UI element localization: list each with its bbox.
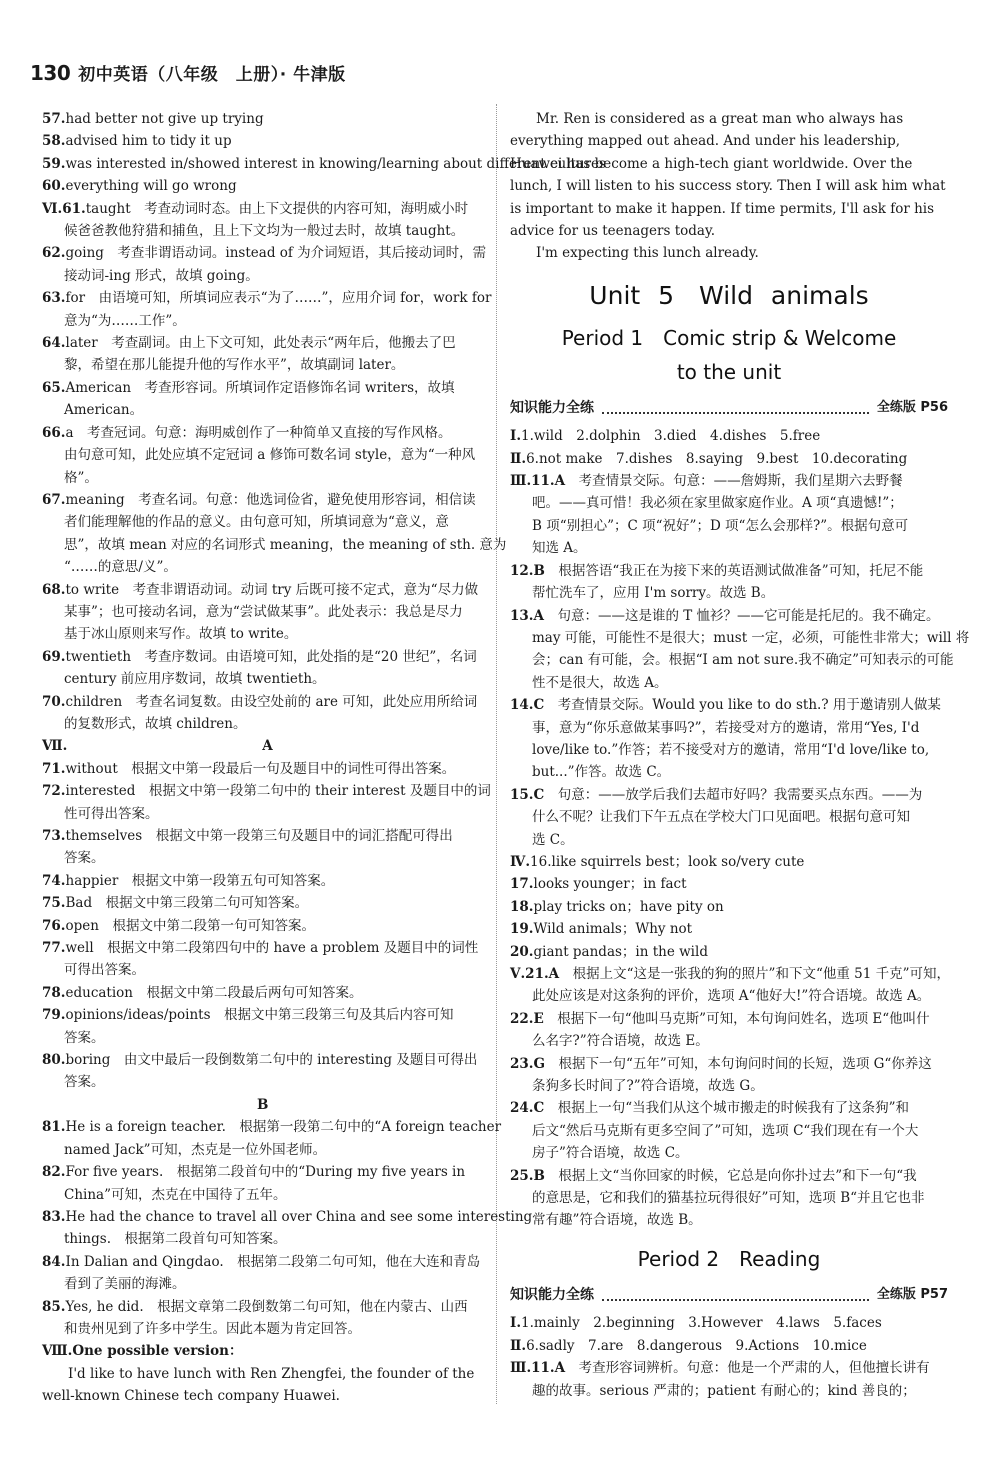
answer-line: [510, 515, 948, 537]
answer-text: 此处应该是对这条狗的评价，选项 A“他好大!”符合语境。故选 A。: [532, 988, 931, 1005]
answer-text: everything will go wrong: [65, 178, 237, 195]
answer-number: 73.: [42, 828, 66, 844]
answer-line: [510, 1075, 948, 1097]
answer-line: [42, 668, 482, 690]
answer-line: [42, 601, 482, 623]
answer-line: [42, 892, 482, 914]
period-2-answer-list: [510, 1312, 948, 1402]
answer-line: [510, 1380, 948, 1402]
answer-line: [42, 242, 487, 264]
answer-text: 答案。: [64, 1029, 105, 1046]
answer-number: Ⅷ.: [42, 1343, 73, 1360]
answer-line: [42, 175, 482, 197]
answer-line: [510, 873, 948, 895]
answer-line: [510, 694, 948, 716]
answer-line: [42, 825, 482, 847]
answer-line: [42, 332, 482, 354]
answer-number: 75.: [42, 895, 66, 912]
unit-title: Unit 5 Wild animals: [589, 280, 869, 310]
answer-line: [42, 1071, 482, 1093]
answer-text: 根据上一句“当我们从这个城市搬走的时候我有了这条狗”和: [544, 1100, 910, 1117]
book-title: 初中英语（八年级 上册）· 牛津版: [78, 65, 346, 85]
answer-line: [42, 1251, 482, 1273]
answer-text: interested 根据文中第一段第二句中的 their interest 及题目中的词: [65, 783, 491, 800]
period-1-title-line-1: Period 1 Comic strip & Welcome: [561, 325, 897, 350]
answer-line: [510, 1165, 948, 1187]
answer-line: [42, 1049, 482, 1071]
answer-line: [42, 847, 482, 869]
answer-line: [42, 556, 482, 578]
answer-number: Ⅳ.: [510, 853, 531, 870]
answer-line: [42, 1228, 482, 1250]
answer-text: 根据答语“我正在为接下来的英语测试做准备”可知，托尼不能: [544, 562, 924, 579]
answer-text: 意为“为……工作”。: [64, 312, 186, 329]
period-2-title: Period 2 Reading: [637, 1246, 821, 1271]
answer-line: [42, 287, 492, 309]
answer-text: 事，意为“你乐意做某事吗?”，若接受对方的邀请，常用“Yes, I'd: [532, 719, 920, 736]
answer-line: [42, 623, 482, 645]
answer-number: 76.: [42, 917, 66, 934]
answer-line: [510, 1357, 948, 1379]
answer-number: 65.: [42, 379, 66, 396]
answer-text: 答案。: [64, 850, 105, 867]
answer-number: 60.: [42, 178, 66, 195]
answer-number: Ⅵ.61.: [42, 200, 86, 217]
period-1-title-line-2: to the unit: [676, 359, 782, 384]
answer-text: 句意：——这是谁的 T 恤衫？——它可能是托尼的。我不确定。: [543, 607, 940, 624]
answer-text: may 可能，可能性不是很大；must 一定，必须，可能性非常大；will 将: [532, 629, 970, 646]
answer-text: 根据上文“当你回家的时候，它总是向你扑过去”和下一句“我: [544, 1167, 917, 1184]
answer-text: Wild animals；Why not: [533, 921, 693, 938]
answer-text: 可得出答案。: [64, 962, 145, 979]
answer-line: [42, 377, 482, 399]
answer-number: 18.: [510, 898, 534, 915]
answer-number: 72.: [42, 783, 66, 800]
answer-line: [510, 784, 948, 806]
answer-number: Ⅲ.11.A: [510, 1360, 566, 1377]
answer-text: later 考查副词。由上下文可知，此处表示“两年后，他搬去了巴: [65, 335, 456, 352]
answer-text: Bad 根据文中第三段第二句可知答案。: [65, 895, 309, 912]
answer-line: [42, 1027, 482, 1049]
answer-line: [42, 803, 482, 825]
answer-line: [510, 1120, 948, 1142]
section-page-ref: 全练版 P57: [876, 1286, 948, 1302]
answer-line: [42, 534, 507, 556]
answer-text: 么名字?”符合语境，故选 E。: [532, 1033, 709, 1050]
answer-line: [42, 959, 482, 981]
essay-paragraph-3: I'm expecting this lunch already.: [536, 245, 759, 262]
answer-text: without 根据文中第一段最后一句及题目中的词性可得出答案。: [65, 760, 456, 777]
section-label: 知识能力全练: [510, 399, 594, 416]
answer-line: [42, 220, 482, 242]
answer-line: [42, 265, 482, 287]
answer-line: [510, 425, 948, 447]
answer-text: 答案。: [64, 1074, 105, 1091]
answer-line: [510, 672, 948, 694]
section-label: 知识能力全练: [510, 1286, 594, 1303]
answer-line: [510, 1030, 948, 1052]
answer-text: opinions/ideas/points 根据文中第三段第三句及其后内容可知: [65, 1007, 454, 1024]
answer-line: [510, 1209, 948, 1231]
answer-text: 根据下一句“五年”可知，本句询问时间的长短，选项 G“你养这: [545, 1055, 932, 1072]
essay-paragraph-1: I'd like to have lunch with Ren Zhengfei, the founder of the well-known Chinese tech company Huawei.: [42, 1365, 475, 1405]
answer-text: “……的意思/义”。: [64, 559, 177, 576]
answer-line: [42, 1206, 533, 1228]
answer-line: [510, 605, 948, 627]
answer-text: 根据上文“这是一张我的狗的照片”和下文“他重 51 千克”可知，: [559, 966, 951, 982]
answer-line: [42, 646, 482, 668]
answer-line: [510, 448, 948, 470]
answer-text: 什么不呢？让我们下午五点在学校大门口见面吧。根据句意可知: [532, 809, 910, 826]
leader-dots: [602, 1290, 869, 1301]
answer-line: [510, 1335, 948, 1357]
answer-number: 79.: [42, 1007, 66, 1024]
section-page-ref: 全练版 P56: [876, 399, 948, 415]
right-column: [510, 108, 970, 1402]
answer-line: [510, 582, 948, 604]
answer-line: [42, 310, 482, 332]
answer-line: [510, 806, 948, 828]
answer-text: love/like to.”作答；若不接受对方的邀请，常用“I'd love/like to,: [532, 741, 930, 758]
answer-number: 82.: [42, 1164, 66, 1181]
answer-line: [42, 198, 482, 220]
answer-line: [42, 1004, 482, 1026]
essay-paragraph-2: Mr. Ren is considered as a great man who always has everything mapped out ahead. And under his leadership, Huawei has become a high-tech giant worldwide. Over the lunch, I will listen to his success story. Then I will ask him what is important to make it happen. If time permits, I'll ask for his advice for us teenagers today.: [510, 111, 946, 240]
answer-line: [42, 1139, 482, 1161]
answer-number: 64.: [42, 335, 66, 352]
answer-text: 看到了美丽的海滩。: [64, 1276, 186, 1293]
answer-number: 78.: [42, 984, 66, 1001]
answer-text: looks younger；in fact: [533, 876, 687, 893]
answer-number: 69.: [42, 648, 66, 665]
answer-text: 16.like squirrels best；look so/very cute: [530, 853, 805, 870]
answer-line: [42, 1296, 482, 1318]
answer-number: 74.: [42, 872, 66, 889]
answer-text: 6.sadly 7.are 8.dangerous 9.Actions 10.mice: [526, 1337, 867, 1354]
answer-number: 83.: [42, 1208, 66, 1225]
answer-line: [510, 470, 948, 492]
answer-text: 根据下一句“他叫马克斯”可知，本句询问姓名，选项 E“他叫什: [543, 1010, 930, 1027]
answer-text: 格”。: [64, 469, 98, 486]
answer-line: [42, 758, 482, 780]
answer-number: 71.: [42, 760, 66, 777]
answer-line: [42, 870, 482, 892]
answer-number: 23.G: [510, 1055, 546, 1072]
answer-text: to write 考查非谓语动词。动词 try 后既可接不定式，意为“尽力做: [65, 581, 479, 598]
answer-text: In Dalian and Qingdao. 根据第二段第二句可知，他在大连和青岛: [65, 1253, 481, 1270]
answer-number: 17.: [510, 876, 534, 893]
answer-number: 19.: [510, 921, 534, 938]
answer-line: [42, 1273, 482, 1295]
answer-text: 句意：——放学后我们去超市好吗？我需要买点东西。——为: [544, 786, 923, 803]
answer-line: [510, 761, 948, 783]
subsection-letter: B: [257, 1096, 269, 1113]
answer-text: twentieth 考查序数词。由语境可知，此处指的是“20 世纪”，名词: [65, 648, 477, 665]
answer-text: Yes, he did. 根据文章第二段倒数第二句可知，他在内蒙古、山西: [65, 1298, 468, 1315]
answer-text: 6.not make 7.dishes 8.saying 9.best 10.decorating: [526, 450, 908, 467]
answer-number: 15.C: [510, 786, 545, 803]
answer-text: 1.mainly 2.beginning 3.However 4.laws 5.faces: [521, 1315, 882, 1332]
answer-number: 80.: [42, 1052, 66, 1069]
answer-number: 13.A: [510, 607, 544, 624]
answer-text: 选 C。: [532, 831, 574, 848]
answer-line: [42, 937, 482, 959]
answer-text: 帮忙洗车了，应用 I'm sorry。故选 B。: [532, 585, 775, 602]
answer-text: 会；can 有可能，会。根据“I am not sure.我不确定”可知表示的可能: [532, 652, 954, 669]
answer-text: 某事”；也可接动名词，意为“尝试做某事”。此处表示：我总是尽力: [64, 603, 463, 620]
answer-line: [42, 691, 482, 713]
answer-text: American 考查形容词。所填词作定语修饰名词 writers，故填: [65, 379, 455, 396]
answer-text: 房子”符合语境，故选 C。: [532, 1145, 689, 1162]
answer-text: 性可得出答案。: [64, 805, 159, 822]
section-head-2: [510, 1284, 948, 1306]
answer-number: 59.: [42, 155, 66, 172]
answer-line: [510, 963, 951, 985]
answer-text: century 前应用序数词，故填 twentieth。: [64, 671, 326, 688]
answer-text: well 根据文中第二段第四句中的 have a problem 及题目中的词性: [65, 940, 479, 957]
answer-number: 66.: [42, 424, 66, 441]
answer-line: [510, 717, 948, 739]
answer-number: 63.: [42, 290, 66, 307]
answer-line: [42, 1184, 482, 1206]
answer-text: B 项“别担心”；C 项“祝好”；D 项“怎么会那样?”。根据句意可: [532, 517, 909, 534]
page-number: 130: [30, 61, 71, 85]
answer-line: [42, 467, 482, 489]
answer-line: [42, 713, 482, 735]
answer-line: [510, 985, 948, 1007]
answer-text: 吧。——真可惜！我必须在家里做家庭作业。A 项“真遗憾!”；: [532, 495, 903, 512]
answer-number: 62.: [42, 245, 66, 262]
answer-line: [42, 422, 482, 444]
answer-number: 84.: [42, 1253, 66, 1270]
answer-line: [42, 579, 482, 601]
answer-text: 常有趣”符合语境，故选 B。: [532, 1212, 702, 1229]
answer-text: He had the chance to travel all over China and see some interesting: [65, 1208, 533, 1225]
answer-line: [510, 627, 970, 649]
answer-line: [42, 130, 482, 152]
answer-text: 考查情景交际。句意：——詹姆斯，我们星期六去野餐: [565, 473, 903, 490]
answer-number: 14.C: [510, 697, 545, 714]
leader-dots: [602, 403, 869, 414]
answer-line: [42, 399, 482, 421]
answer-text: 考查形容词辨析。句意：他是一个严肃的人，但他擅长讲有: [565, 1360, 930, 1377]
answer-number: 24.C: [510, 1100, 545, 1117]
answer-number: 77.: [42, 940, 66, 957]
answer-line: [42, 1161, 482, 1183]
answer-line: [42, 982, 482, 1004]
answer-line: [510, 492, 948, 514]
answer-text: 者们能理解他的作品的意义。由句意可知，所填词意为“意义，意: [64, 514, 449, 531]
answer-line: [42, 354, 482, 376]
answer-text: had better not give up trying: [65, 111, 264, 127]
answer-line: [510, 1053, 948, 1075]
answer-number: 22.E: [510, 1010, 544, 1027]
answer-line: [510, 560, 948, 582]
answer-text: 由句意可知，此处应填不定冠词 a 修饰可数名词 style，意为“一种风: [64, 447, 476, 464]
answer-text: but...”作答。故选 C。: [532, 764, 671, 781]
answer-text: education 根据文中第二段最后两句可知答案。: [65, 984, 363, 1001]
answer-line: [42, 511, 482, 533]
answer-number: Ⅴ.21.A: [510, 966, 560, 982]
answer-text: 接动词-ing 形式，故填 going。: [64, 267, 259, 284]
answer-line: [42, 108, 482, 130]
answer-line: [510, 1008, 948, 1030]
answer-line: [510, 1187, 948, 1209]
answer-line: [510, 739, 948, 761]
answer-text: play tricks on；have pity on: [533, 898, 724, 915]
answer-text: advised him to tidy it up: [65, 133, 232, 150]
answer-number: 68.: [42, 581, 66, 598]
answer-text: giant pandas；in the wild: [533, 943, 708, 960]
answer-text: boring 由文中最后一段倒数第二句中的 interesting 及题目可得出: [65, 1052, 478, 1069]
answer-text: For five years. 根据第二段首句中的“During my five years in: [65, 1164, 466, 1181]
answer-text: He is a foreign teacher. 根据第一段第二句中的“A foreign teacher: [65, 1119, 502, 1136]
answer-number: Ⅰ.: [510, 428, 522, 445]
answer-text: 思”，故填 mean 对应的名词形式 meaning，the meaning of sth. 意为: [64, 536, 507, 553]
answer-line: [510, 829, 948, 851]
answer-line: [42, 489, 482, 511]
answer-text: taught 考查动词时态。由上下文提供的内容可知，海明威小时: [85, 200, 469, 217]
answer-text: 趣的故事。serious 严肃的；patient 有耐心的；kind 善良的；: [532, 1382, 916, 1399]
answer-text: One possible version：: [72, 1343, 243, 1360]
answer-text: things. 根据第二段首句可知答案。: [64, 1231, 287, 1248]
answer-line: [42, 1318, 482, 1340]
answer-number: 25.B: [510, 1167, 545, 1184]
answer-number: Ⅱ.: [510, 450, 527, 467]
answer-number: 12.B: [510, 562, 545, 579]
answer-text: 的复数形式，故填 children。: [64, 715, 247, 732]
answer-text: 条狗多长时间了?”符合语境，故选 G。: [532, 1078, 764, 1095]
answer-text: 候爸爸教他狩猎和捕鱼，且上下文均为一般过去时，故填 taught。: [64, 223, 465, 240]
answer-line: [510, 918, 948, 940]
answer-text: 和贵州见到了许多中学生。因此本题为肯定回答。: [64, 1320, 361, 1337]
answer-number: 67.: [42, 491, 66, 508]
answer-number: Ⅲ.11.A: [510, 473, 566, 490]
answer-text: going 考查非谓语动词。instead of 为介词短语，其后接动词时，需: [65, 245, 487, 262]
period-1-answer-list: [510, 425, 970, 1232]
answer-number: Ⅶ.: [42, 738, 68, 755]
answer-number: 58.: [42, 133, 66, 150]
answer-number: 85.: [42, 1298, 66, 1315]
answer-line: [42, 1094, 482, 1116]
answer-text: 的意思是，它和我们的猫基拉玩得很好”可知，选项 B“并且它也非: [532, 1190, 925, 1207]
answer-line: [42, 735, 482, 757]
answer-line: [42, 444, 482, 466]
answer-text: 考查情景交际。Would you like to do sth.? 用于邀请别人做某: [544, 697, 941, 714]
answer-number: 70.: [42, 693, 66, 710]
subsection-letter: A: [262, 738, 273, 755]
answer-text: 1.wild 2.dolphin 3.died 4.dishes 5.free: [521, 428, 821, 445]
answer-text: China”可知，杰克在中国待了五年。: [64, 1186, 287, 1203]
answer-text: children 考查名词复数。由设空处前的 are 可知，此处应用所给词: [65, 693, 478, 710]
answer-text: for 由语境可知，所填词应表示“为了……”，应用介词 for，work for: [65, 290, 492, 307]
answer-line: [510, 1312, 948, 1334]
answer-text: 基于冰山原则来写作。故填 to write。: [64, 626, 298, 643]
answer-text: named Jack”可知，杰克是一位外国老师。: [64, 1141, 327, 1158]
page-header: [30, 62, 346, 92]
answer-text: 性不是很大，故选 A。: [532, 674, 668, 691]
section-head-1: [510, 397, 948, 419]
answer-text: open 根据文中第二段第一句可知答案。: [65, 917, 315, 934]
answer-line: [510, 1142, 948, 1164]
answer-line: [510, 1097, 948, 1119]
answer-line: [42, 1340, 482, 1362]
answer-text: happier 根据文中第一段第五句可知答案。: [65, 872, 335, 889]
answer-line: [510, 851, 948, 873]
answer-line: [510, 941, 948, 963]
answer-text: American。: [64, 402, 144, 419]
answer-text: meaning 考查名词。句意：他选词俭省，避免使用形容词，相信读: [65, 491, 476, 508]
answer-text: 黎，希望在那儿能提升他的写作水平”，故填副词 later。: [64, 357, 405, 374]
answer-line: [510, 649, 954, 671]
answer-text: was interested in/showed interest in knowing/learning about different cultures: [65, 155, 606, 172]
answer-line: [42, 915, 482, 937]
answer-line: [42, 780, 491, 802]
answer-line: [510, 537, 948, 559]
answer-number: Ⅰ.: [510, 1315, 522, 1332]
answer-line: [510, 896, 948, 918]
answer-text: 知选 A。: [532, 540, 587, 557]
answer-line: [42, 153, 606, 175]
answer-number: 57.: [42, 111, 66, 127]
answer-line: [42, 1116, 502, 1138]
answer-text: 后文“然后马克斯有更多空间了”可知，选项 C“我们现在有一个大: [532, 1122, 919, 1139]
answer-number: Ⅱ.: [510, 1337, 527, 1354]
answer-text: themselves 根据文中第一段第三句及题目中的词汇搭配可得出: [65, 828, 453, 844]
answer-number: 81.: [42, 1119, 66, 1136]
answer-text: a 考查冠词。句意：海明威创作了一种简单又直接的写作风格。: [65, 424, 452, 441]
answer-number: 20.: [510, 943, 534, 960]
